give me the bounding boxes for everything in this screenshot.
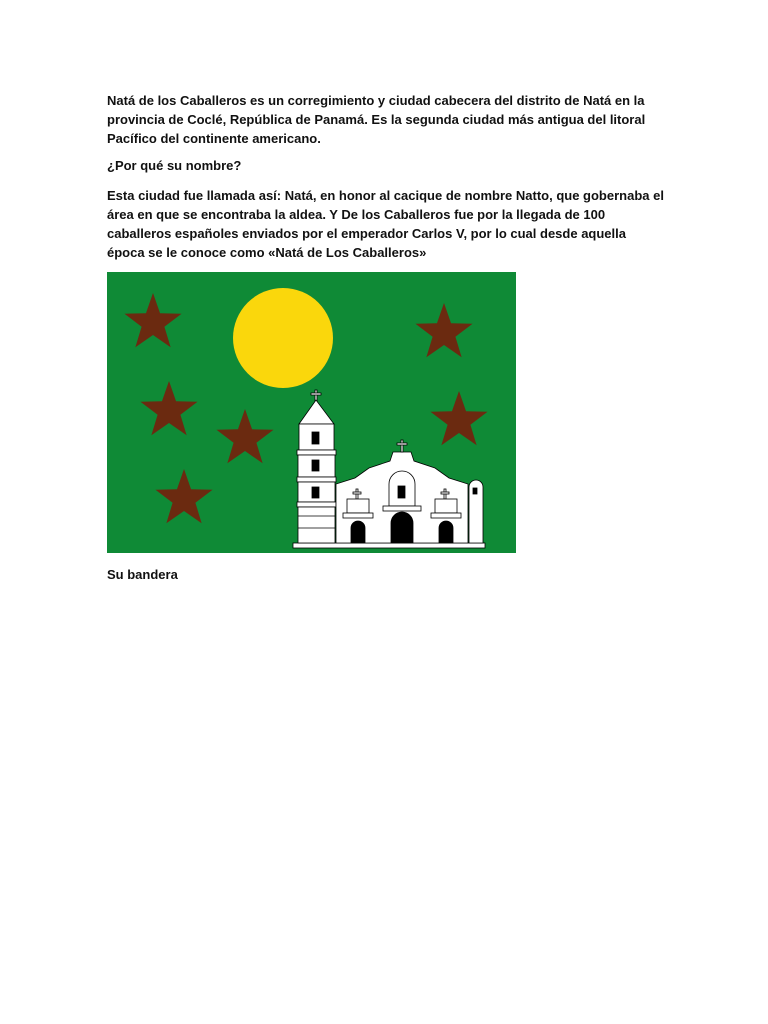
flag-caption: Su bandera <box>107 567 178 582</box>
name-origin-paragraph: Esta ciudad fue llamada así: Natá, en honor al cacique de nombre Natto, que gobernaba el área en que se encontraba la aldea. Y De los Caballeros fue por la llegada de 100 caballeros españoles enviados por el emperador Carlos V, por lo cual desde aquella época se le conoce como «Natá de Los Caballeros» <box>107 188 664 260</box>
intro-paragraph: Natá de los Caballeros es un corregimiento y ciudad cabecera del distrito de Natá en la provincia de Coclé, República de Panamá. Es la segunda ciudad más antigua del litoral Pacífico del continente americano. <box>107 93 646 146</box>
name-question-heading: ¿Por qué su nombre? <box>107 158 242 173</box>
nata-flag-image <box>107 272 516 553</box>
sun-icon <box>233 288 333 388</box>
